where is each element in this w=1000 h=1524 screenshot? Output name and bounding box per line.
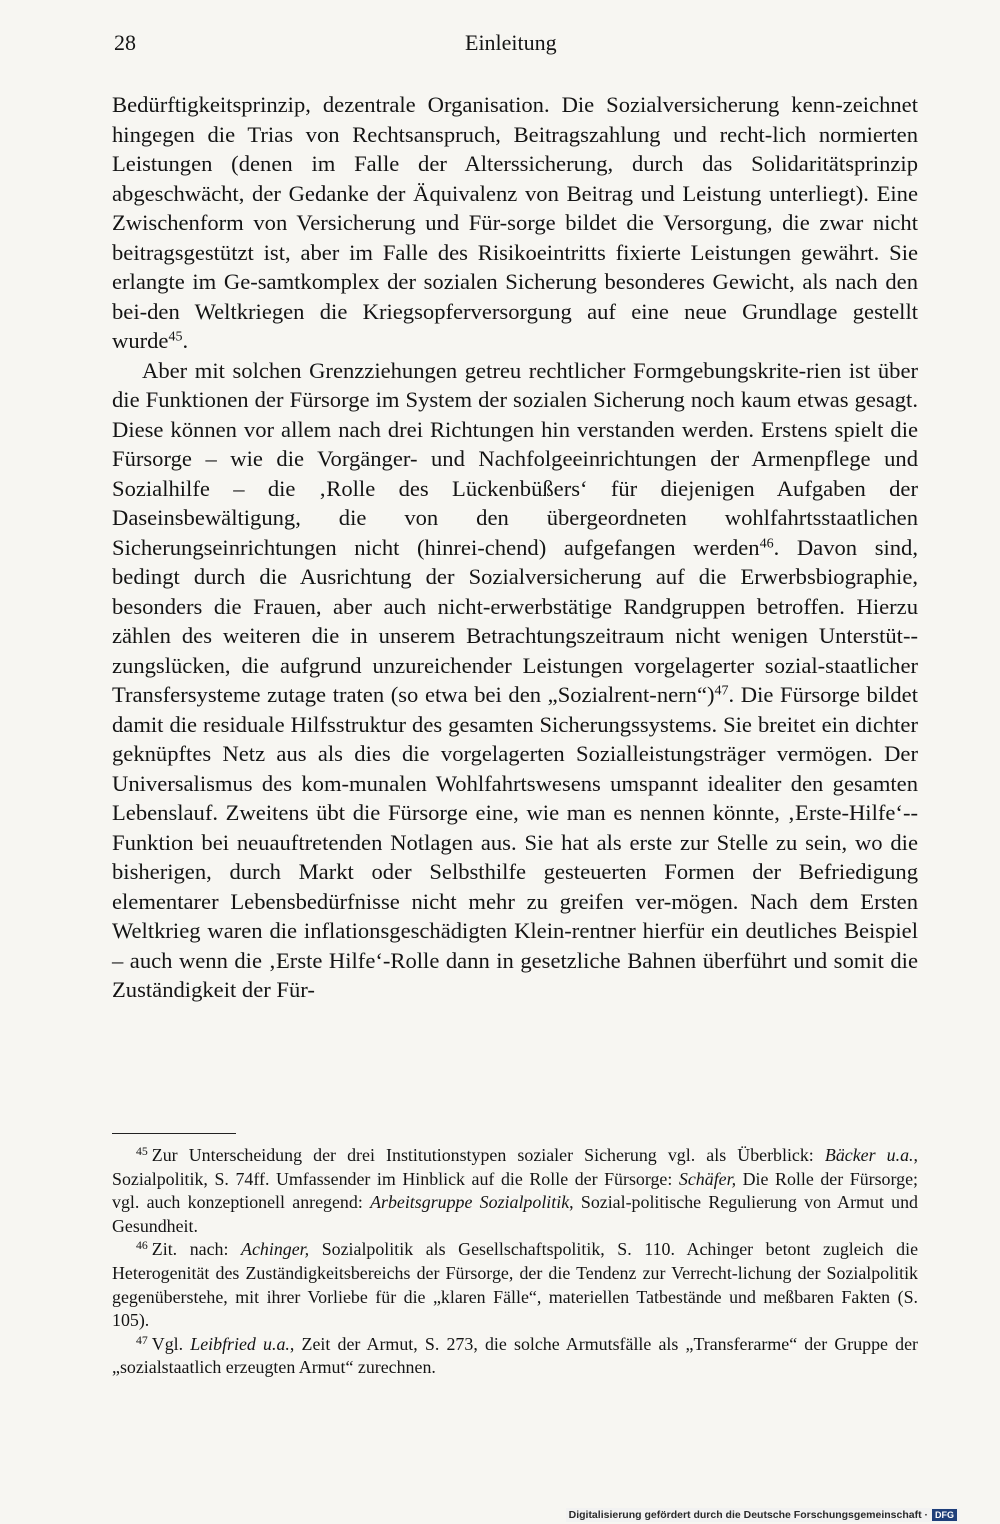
footnote-ref-45: 45 <box>168 329 183 345</box>
text-run: . Die Fürsorge bildet damit die residuale Hilfsstruktur des gesamten Sicherungssystems. Sie breitet ein dichter geknüpftes Netz aus als dies die vorgelagerten Sozialleistungsträger vermögen. Der Universalismus des kom-munalen Wohlfahrtswesens umspannt idealiter den gesamten Lebenslauf. Zweitens übt die Fürsorge eine, wie man es nennen könnte, ‚Erste-Hilfe‘-Funktion bei neuauftretenden Notlagen aus. Sie hat als erste zur Stelle zu sein, wo die bisherigen, durch Markt oder Selbsthilfe gesteuerten Formen der Befriedigung elementarer Lebensbedürfnisse nicht mehr zu greifen ver-mögen. Nach dem Ersten Weltkrieg waren die inflationsgeschädigten Klein-rentner hierfür ein deutliches Beispiel – auch wenn die ‚Erste Hilfe‘-Rolle dann in gesetzliche Bahnen überführt und somit die Zuständigkeit der Für- <box>112 682 918 1003</box>
page-number: 28 <box>114 30 136 55</box>
footnote-ref-46: 46 <box>759 536 774 552</box>
footnote-separator <box>112 1133 236 1134</box>
text-run: . Davon sind, bedingt durch die Ausrichtung der Sozialversicherung auf die Erwerbsbiographie, besonders die Frauen, aber auch nicht-erwerbstätige Randgruppen betroffen. Hierzu zählen des weiteren die in unserem Betrachtungszeitraum nicht wenigen Unterstüt-zungslücken, die aufgrund unzureichender Leistungen vorgelagerter sozial-staatlicher Transfersysteme zutage traten (so etwa bei den „Sozialrent-nern“) <box>112 534 919 708</box>
page-header <box>112 28 918 58</box>
footnote-text: Zur Unterscheidung der drei Institutionstypen sozialer Sicherung vgl. als Überblick: <box>151 1145 825 1165</box>
footnotes <box>112 1144 918 1380</box>
credit-text: Digitalisierung gefördert durch die Deutsche Forschungsgemeinschaft · <box>568 1509 928 1521</box>
text-run: . <box>182 328 189 354</box>
author-name: Achinger, <box>241 1239 310 1260</box>
author-name: Leibfried u.a. <box>190 1333 290 1354</box>
dfg-logo: DFG <box>932 1509 957 1521</box>
text-run: Bedürftigkeitsprinzip, dezentrale Organisation. Die Sozialversicherung kenn-zeichnet hingegen die Trias von Rechtsanspruch, Beitragszahlung und recht-lich normierten Leistungen (denen im Falle der Alterssicherung, durch das Solidaritätsprinzip abgeschwächt, der Gedanke der Äquivalenz von Beitrag und Leistung unterliegt). Eine Zwischenform von Versicherung und Für-sorge bildet die Versorgung, die zwar nicht beitragsgestützt ist, aber im Falle des Risikoeintritts fixierte Leistungen gewährt. Sie erlangte im Ge-samtkomplex der sozialen Sicherung besonderes Gewicht, als nach den bei-den Weltkriegen die Kriegsopferversorgung auf eine neue Grundlage gestellt wurde <box>112 92 918 354</box>
footnote-mark: 47 <box>136 1332 148 1347</box>
footnote-ref-47: 47 <box>714 683 729 699</box>
author-name: Schäfer, <box>678 1168 737 1189</box>
footnote-46 <box>112 1238 918 1332</box>
footnote-text: , Sozialpolitik, S. 74ff. Umfassender im Hinblick auf die Rolle der Fürsorge: <box>112 1145 919 1189</box>
footnote-text: , Sozial-politische Regulierung von Armut und Gesundheit. <box>112 1192 918 1236</box>
running-title: Einleitung <box>465 30 557 55</box>
footnote-mark: 46 <box>136 1238 148 1253</box>
author-name: Bäcker u.a. <box>824 1145 914 1165</box>
paragraph-1 <box>112 90 918 356</box>
footnote-47 <box>112 1333 918 1380</box>
footnote-text: Zit. nach: <box>151 1239 242 1260</box>
footnote-text: , Zeit der Armut, S. 273, die solche Armutsfälle als „Transferarme“ der Gruppe der „sozialstaatlich erzeugten Armut“ zurechnen. <box>112 1333 918 1378</box>
footnote-text: Sozialpolitik als Gesellschaftspolitik, S. 110. Achinger betont zugleich die Heterogenität des Zuständigkeitsbereichs der Fürsorge, der die Tendenz zur Verrecht-lichung der Sozialpolitik gegenüberstehe, mit ihrer Vorliebe für die „klaren Fälle“, materiellen Tatbestände und meßbaren Fakten (S. 105). <box>112 1239 919 1331</box>
footnote-mark: 45 <box>136 1144 148 1159</box>
main-text <box>112 90 918 1005</box>
footnote-text: Vgl. <box>151 1333 191 1354</box>
paragraph-2 <box>112 356 918 1005</box>
footnote-text: Die Rolle der Fürsorge; vgl. auch konzeptionell anregend: <box>112 1168 918 1213</box>
author-name: Arbeitsgruppe Sozialpolitik <box>370 1192 570 1213</box>
text-run: Aber mit solchen Grenzziehungen getreu rechtlicher Formgebungskrite-rien ist über die Funktionen der Fürsorge im System der sozialen Sicherung noch kaum etwas gesagt. Diese können vor allem nach drei Richtungen hin verstanden werden. Erstens spielt die Fürsorge – wie die Vorgänger- und Nachfolgeeinrichtungen der Armenpflege und Sozialhilfe – die ‚Rolle des Lückenbüßers‘ für diejenigen Aufgaben der Daseinsbewältigung, die von den übergeordneten wohlfahrtsstaatlichen Sicherungseinrichtungen nicht (hinrei-chend) aufgefangen werden <box>112 357 918 560</box>
digitization-credit <box>566 1508 960 1522</box>
footnote-45 <box>112 1144 918 1238</box>
